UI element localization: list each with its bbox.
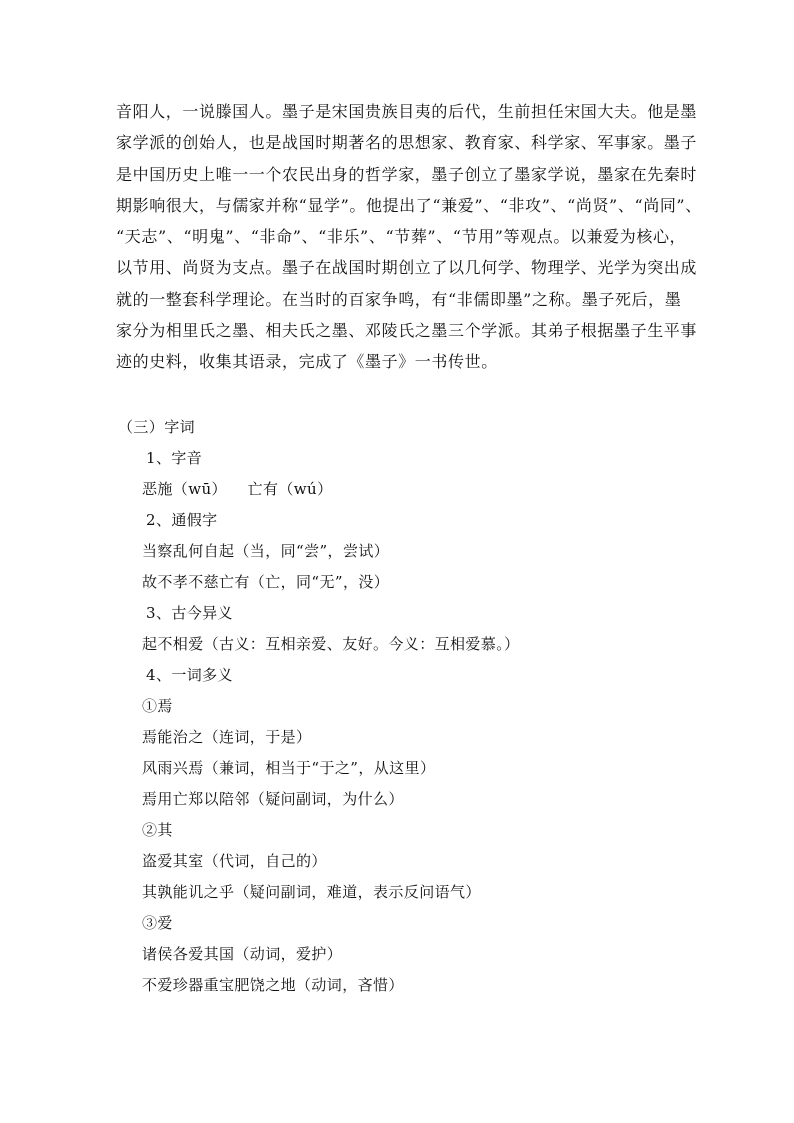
list-item: 盗爱其室（代词，自己的） <box>142 852 327 870</box>
paragraph-line: 音阳人，一说滕国人。墨子是宋国贵族目夷的后代，生前担任宋国大夫。他是墨 <box>116 102 698 121</box>
paragraph-line: “天志”、“明鬼”、“非命”、“非乐”、“节葬”、“节用”等观点。以兼爱为核心， <box>116 227 687 247</box>
term-heading: ②其 <box>142 821 173 839</box>
subsection-heading: 4、一词多义 <box>146 666 233 684</box>
list-item: 其孰能讥之乎（疑问副词，难道，表示反问语气） <box>142 883 481 901</box>
paragraph-line: 就的一整套科学理论。在当时的百家争鸣，有“非儒即墨”之称。墨子死后，墨 <box>116 289 682 309</box>
subsection-heading: 2、通假字 <box>146 511 218 529</box>
term-heading: ①焉 <box>142 697 173 715</box>
subsection-heading: 1、字音 <box>146 449 203 467</box>
term-heading: ③爱 <box>142 914 173 932</box>
paragraph-line: 家分为相里氏之墨、相夫氏之墨、邓陵氏之墨三个学派。其弟子根据墨子生平事 <box>116 321 698 341</box>
list-item: 起不相爱（古义：互相亲爱、友好。今义：互相爱慕。） <box>142 635 520 653</box>
list-item: 故不孝不慈亡有（亡，同“无”，没） <box>142 573 390 591</box>
list-item: 恶施（wū） 亡有（wú） <box>142 480 333 498</box>
paragraph-line: 是中国历史上唯一一个农民出身的哲学家，墨子创立了墨家学说，墨家在先秦时 <box>116 164 698 184</box>
list-item: 风雨兴焉（兼词，相当于“于之”，从这里） <box>142 759 436 777</box>
list-item: 焉能治之（连词，于是） <box>142 728 312 746</box>
list-item: 不爱珍器重宝肥饶之地（动词，吝惜） <box>142 976 404 994</box>
subsection-heading: 3、古今异义 <box>146 604 233 622</box>
paragraph-line: 家学派的创始人，也是战国时期著名的思想家、教育家、科学家、军事家。墨子 <box>116 133 698 153</box>
vocabulary-section <box>118 412 678 1001</box>
list-item: 当察乱何自起（当，同“尝”，尝试） <box>142 542 390 560</box>
paragraph-line: 迹的史料，收集其语录，完成了《墨子》一书传世。 <box>116 352 498 372</box>
paragraph-line: 期影响很大，与儒家并称“显学”。他提出了“兼爱”、“非攻”、“尚贤”、“尚同”、 <box>116 195 702 215</box>
intro-paragraph <box>116 96 702 378</box>
list-item: 焉用亡郑以陪邻（疑问副词，为什么） <box>142 790 404 808</box>
paragraph-line: 以节用、尚贤为支点。墨子在战国时期创立了以几何学、物理学、光学为突出成 <box>116 258 698 278</box>
section-heading: （三）字词 <box>118 418 196 436</box>
list-item: 诸侯各爱其国（动词，爱护） <box>142 945 343 963</box>
